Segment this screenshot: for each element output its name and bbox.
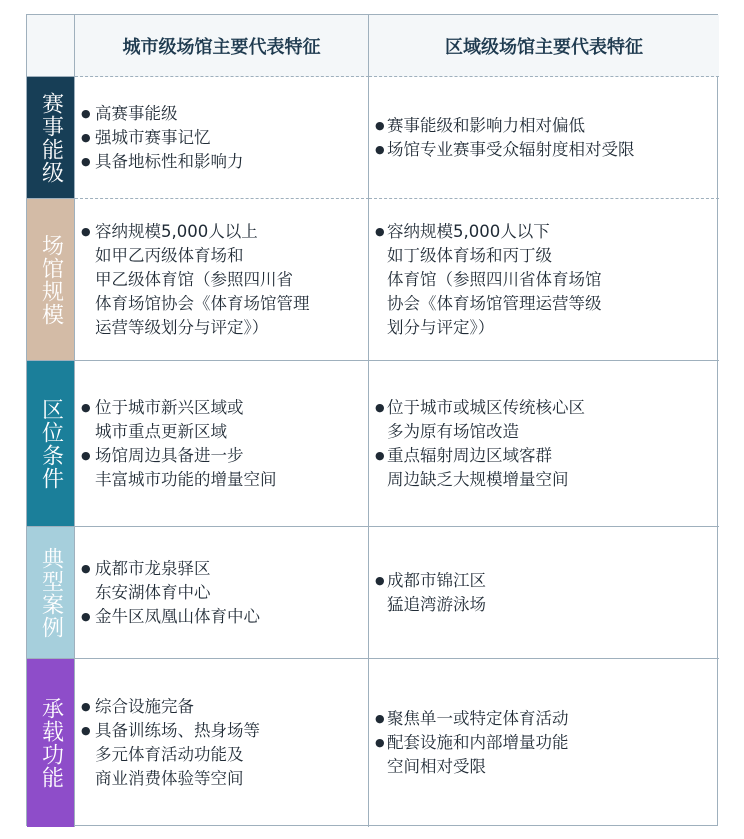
list-item: ● 位于城市或城区传统核心区 多为原有场馆改造 — [375, 396, 585, 444]
row-label: 区位条件 — [27, 361, 75, 527]
bullet-list — [375, 569, 486, 617]
city-features — [75, 527, 369, 659]
bullet-list — [81, 557, 260, 629]
list-item: ● 强城市赛事记忆 — [81, 126, 244, 150]
bullet-list — [375, 707, 569, 779]
bullet-list — [81, 695, 260, 791]
list-item: ● 配套设施和内部增量功能 空间相对受限 — [375, 731, 569, 779]
bullet-list — [81, 102, 244, 174]
list-item: ● 赛事能级和影响力相对偏低 — [375, 114, 635, 138]
row-label: 典型案例 — [27, 527, 75, 659]
city-features — [75, 361, 369, 527]
list-item: ● 金牛区凤凰山体育中心 — [81, 605, 260, 629]
list-item: ● 综合设施完备 — [81, 695, 260, 719]
bullet-list — [81, 396, 277, 492]
bullet-list — [375, 114, 635, 162]
list-item: ● 容纳规模5,000人以下 如丁级体育场和丙丁级 体育馆（参照四川省体育场馆 协会《体育场馆管理运营等级 划分与评定》） — [375, 220, 602, 340]
list-item: ● 高赛事能级 — [81, 102, 244, 126]
district-features — [369, 199, 719, 361]
comparison-table — [26, 14, 718, 826]
city-features — [75, 77, 369, 199]
list-item: ● 场馆周边具备进一步 丰富城市功能的增量空间 — [81, 444, 277, 492]
list-item: ● 成都市龙泉驿区 东安湖体育中心 — [81, 557, 260, 605]
list-item: ● 具备训练场、热身场等 多元体育活动功能及 商业消费体验等空间 — [81, 719, 260, 791]
list-item: ● 具备地标性和影响力 — [81, 150, 244, 174]
city-features — [75, 199, 369, 361]
district-features — [369, 527, 719, 659]
list-item: ● 聚焦单一或特定体育活动 — [375, 707, 569, 731]
header-city-level: 城市级场馆主要代表特征 — [75, 15, 369, 77]
city-features — [75, 659, 369, 827]
row-label: 场馆规模 — [27, 199, 75, 361]
header-district-level: 区域级场馆主要代表特征 — [369, 15, 719, 77]
district-features — [369, 659, 719, 827]
bullet-list — [81, 220, 310, 340]
list-item: ● 重点辐射周边区域客群 周边缺乏大规模增量空间 — [375, 444, 585, 492]
list-item: ● 场馆专业赛事受众辐射度相对受限 — [375, 138, 635, 162]
bullet-list — [375, 220, 602, 340]
list-item: ● 容纳规模5,000人以上 如甲乙丙级体育场和 甲乙级体育馆（参照四川省 体育场馆协会《体育场馆管理 运营等级划分与评定》） — [81, 220, 310, 340]
district-features — [369, 361, 719, 527]
row-label: 赛事能级 — [27, 77, 75, 199]
bullet-list — [375, 396, 585, 492]
list-item: ● 成都市锦江区 猛追湾游泳场 — [375, 569, 486, 617]
table-corner — [27, 15, 75, 77]
district-features — [369, 77, 719, 199]
row-label: 承载功能 — [27, 659, 75, 827]
list-item: ● 位于城市新兴区域或 城市重点更新区域 — [81, 396, 277, 444]
